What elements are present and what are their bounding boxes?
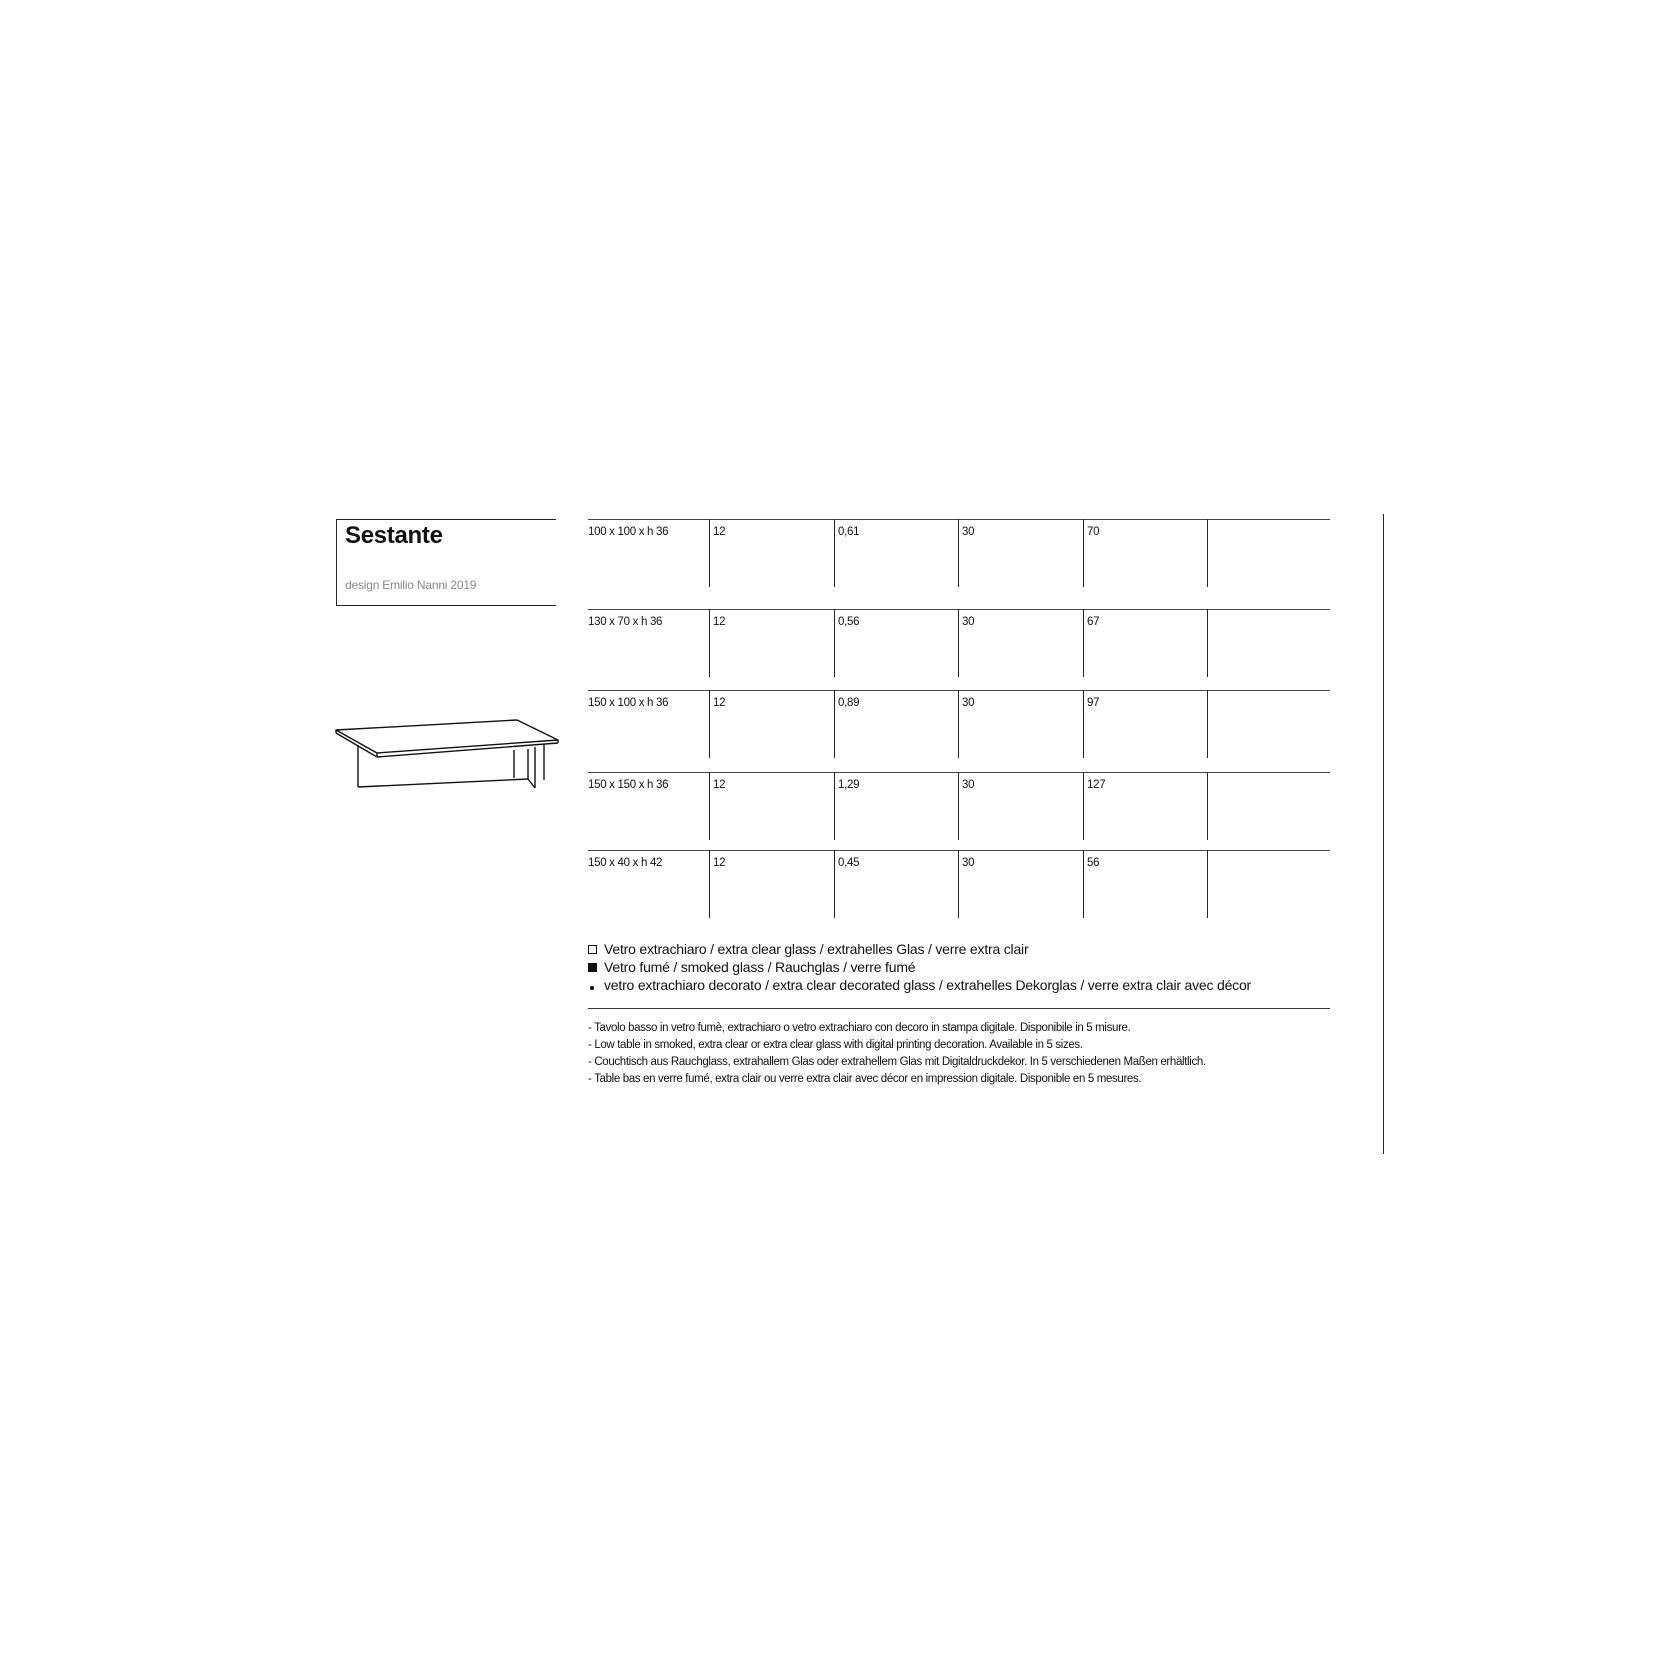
value-cell: 12 [713, 526, 726, 538]
column-divider [1083, 609, 1084, 677]
value-cell: 97 [1087, 697, 1100, 709]
bullet-dot-icon [588, 978, 604, 993]
column-divider [958, 690, 959, 758]
row-top-rule [588, 519, 1330, 520]
column-divider [709, 609, 710, 677]
column-divider [1207, 850, 1208, 918]
column-divider [1083, 690, 1084, 758]
column-divider [958, 519, 959, 587]
column-divider [1083, 772, 1084, 840]
column-divider [1207, 519, 1208, 587]
value-cell: 12 [713, 697, 726, 709]
legend-row-smoked [588, 959, 915, 975]
value-cell: 0,56 [838, 616, 860, 628]
column-divider [1083, 519, 1084, 587]
row-top-rule [588, 609, 1330, 610]
legend-row-extra-clear [588, 941, 1028, 957]
legend-text: Vetro extrachiaro / extra clear glass / extrahelles Glas / verre extra clair [604, 941, 1029, 957]
value-cell: 12 [713, 857, 726, 869]
column-divider [1083, 850, 1084, 918]
column-divider [709, 690, 710, 758]
column-divider [709, 519, 710, 587]
legend-row-decorated [588, 977, 1251, 993]
page-right-border [1383, 514, 1384, 1154]
product-title: Sestante [345, 522, 443, 549]
legend-divider [588, 1008, 1330, 1009]
value-cell: 0,61 [838, 526, 860, 538]
value-cell: 12 [713, 616, 726, 628]
size-cell: 150 x 100 x h 36 [588, 697, 669, 709]
column-divider [958, 850, 959, 918]
description-fr: - Table bas en verre fumé, extra clair ou verre extra clair avec décor en impression digitale. Disponible en 5 mesures. [588, 1073, 1142, 1085]
legend-text: vetro extrachiaro decorato / extra clear decorated glass / extrahelles Dekorglas / verre extra clair avec décor [604, 977, 1251, 993]
value-cell: 30 [962, 857, 975, 869]
column-divider [834, 772, 835, 840]
column-divider [834, 519, 835, 587]
value-cell: 30 [962, 616, 975, 628]
value-cell: 0,45 [838, 857, 860, 869]
filled-square-icon [588, 960, 604, 975]
column-divider [958, 609, 959, 677]
size-cell: 100 x 100 x h 36 [588, 526, 669, 538]
value-cell: 30 [962, 779, 975, 791]
column-divider [834, 609, 835, 677]
value-cell: 12 [713, 779, 726, 791]
value-cell: 1,29 [838, 779, 860, 791]
description-en: - Low table in smoked, extra clear or extra clear glass with digital printing decoration. Available in 5 sizes. [588, 1039, 1083, 1051]
column-divider [709, 772, 710, 840]
column-divider [709, 850, 710, 918]
legend-text: Vetro fumé / smoked glass / Rauchglas / verre fumé [604, 959, 916, 975]
row-top-rule [588, 772, 1330, 773]
size-cell: 150 x 150 x h 36 [588, 779, 669, 791]
product-credit: design Emilio Nanni 2019 [345, 578, 477, 592]
column-divider [1207, 772, 1208, 840]
value-cell: 67 [1087, 616, 1100, 628]
row-top-rule [588, 850, 1330, 851]
description-de: - Couchtisch aus Rauchglass, extrahallem Glas oder extrahellem Glas mit Digitaldruckdekor. In 5 verschiedenen Maßen erhältlich. [588, 1056, 1206, 1068]
column-divider [834, 690, 835, 758]
column-divider [958, 772, 959, 840]
value-cell: 30 [962, 526, 975, 538]
value-cell: 127 [1087, 779, 1106, 791]
value-cell: 30 [962, 697, 975, 709]
row-top-rule [588, 690, 1330, 691]
empty-square-icon [588, 942, 604, 957]
size-cell: 130 x 70 x h 36 [588, 616, 663, 628]
value-cell: 70 [1087, 526, 1100, 538]
value-cell: 0,89 [838, 697, 860, 709]
column-divider [1207, 690, 1208, 758]
column-divider [1207, 609, 1208, 677]
value-cell: 56 [1087, 857, 1100, 869]
description-it: - Tavolo basso in vetro fumè, extrachiaro o vetro extrachiaro con decoro in stampa digitale. Disponibile in 5 misure. [588, 1022, 1131, 1034]
size-cell: 150 x 40 x h 42 [588, 857, 663, 869]
column-divider [834, 850, 835, 918]
